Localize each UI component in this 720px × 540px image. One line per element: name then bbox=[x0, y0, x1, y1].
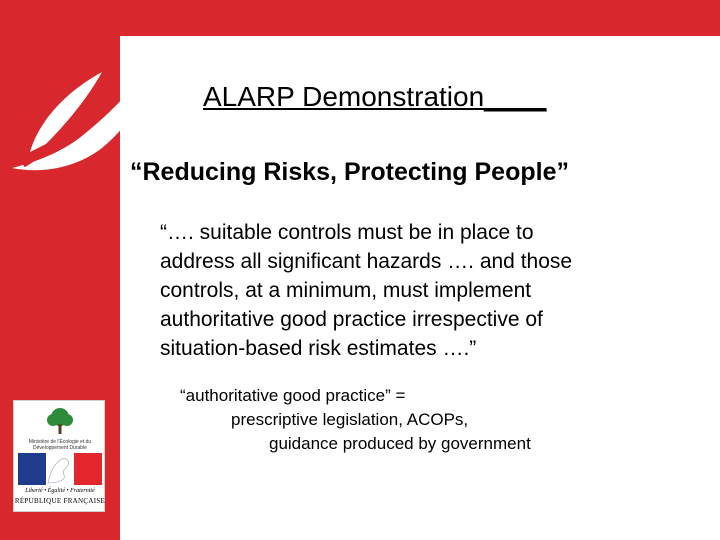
ministry-name: Ministère de l'Écologie et du Développement Durable bbox=[28, 439, 92, 451]
quote-line: “…. suitable controls must be in place to bbox=[160, 221, 534, 244]
quote-block bbox=[160, 218, 660, 363]
slide-title: ALARP Demonstration____ bbox=[203, 81, 547, 112]
quote-line: controls, at a minimum, must implement bbox=[160, 279, 532, 302]
republic-name: RÉPUBLIQUE FRANÇAISE bbox=[14, 497, 106, 505]
quote-line: authoritative good practice irrespective of bbox=[160, 308, 543, 331]
ministry-logo bbox=[13, 400, 105, 512]
definition-block bbox=[180, 384, 531, 456]
quote-line: address all significant hazards …. and those bbox=[160, 250, 573, 273]
quote-line: situation-based risk estimates ….” bbox=[160, 337, 477, 360]
definition-line: guidance produced by government bbox=[269, 434, 531, 453]
republic-motto: Liberté • Égalité • Fraternité bbox=[25, 488, 95, 494]
definition-line: prescriptive legislation, ACOPs, bbox=[231, 410, 469, 429]
definition-line: “authoritative good practice” = bbox=[180, 386, 406, 405]
tree-icon bbox=[44, 407, 76, 435]
slide-subtitle: “Reducing Risks, Protecting People” bbox=[130, 158, 569, 186]
marianne-flag-icon bbox=[18, 453, 102, 485]
